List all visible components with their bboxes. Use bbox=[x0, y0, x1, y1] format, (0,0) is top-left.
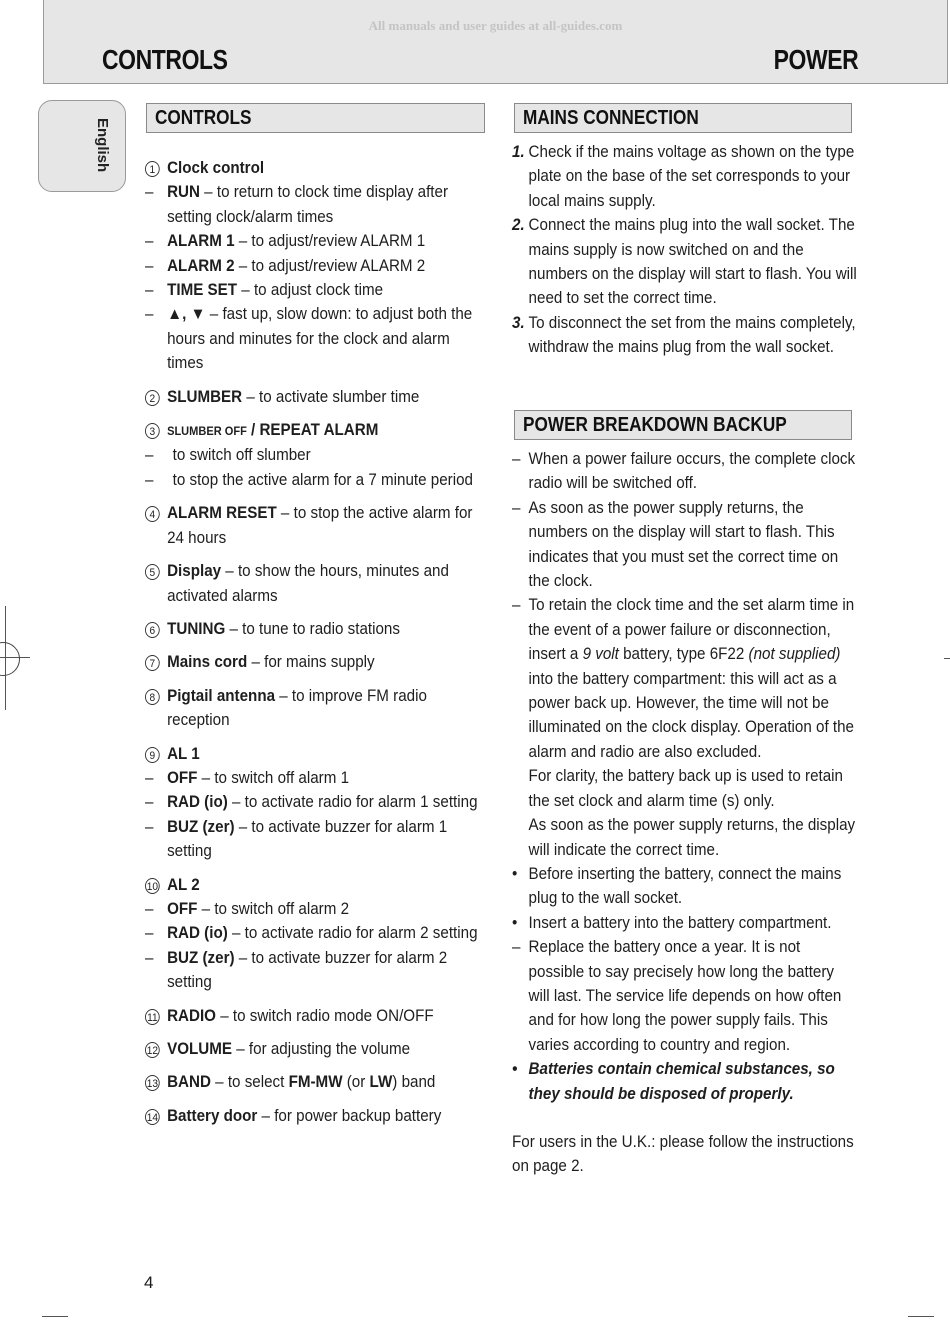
sub-item: – TIME SET – to adjust clock time bbox=[145, 281, 384, 300]
mains-step: 1. Check if the mains voltage as shown on the type plate on the base of the set corresponds to your local mains supply. bbox=[512, 143, 855, 210]
control-item-battery-door: 14 Battery door – for power backup battery bbox=[146, 1106, 442, 1125]
uk-note: For users in the U.K.: please follow the instructions on page 2. bbox=[512, 1132, 854, 1176]
control-item-band: 13 BAND – to select FM-MW (or LW) band bbox=[146, 1073, 436, 1092]
mains-heading: MAINS CONNECTION bbox=[514, 103, 852, 133]
battery-warning: • Batteries contain chemical substances, so they should be disposed of properly. bbox=[512, 1060, 835, 1103]
sub-item: – OFF – to switch off alarm 1 bbox=[145, 768, 350, 787]
control-item-slumber: 2 SLUMBER – to activate slumber time bbox=[145, 385, 485, 409]
backup-paragraph: – To retain the clock time and the set alarm time in the event of a power failure or disconnection, insert a 9 volt battery, type 6F22 (not supplied) into the battery compartment: this will act as a power back up. However, the time will not be illuminated on the clock display. Operation of the alarm and radio are also excluded. For clarity, the battery back up is used to retain the set clock and alarm time (s) only. As soon as the power supply returns, the display will indicate the correct time. bbox=[512, 596, 856, 859]
sub-item: – BUZ (zer) – to activate buzzer for alarm 2 setting bbox=[145, 948, 448, 992]
backup-bullet: • Insert a battery into the battery compartment. bbox=[512, 913, 832, 932]
sub-item: – ALARM 2 – to adjust/review ALARM 2 bbox=[145, 256, 426, 275]
language-tab bbox=[38, 100, 126, 192]
crop-mark bbox=[944, 658, 950, 659]
backup-paragraph: – As soon as the power supply returns, the numbers on the display will start to flash. This indicates that you must set the correct time on the clock. bbox=[512, 498, 839, 591]
controls-list bbox=[145, 156, 485, 1128]
backup-text bbox=[512, 447, 857, 1179]
sub-item: – RUN – to return to clock time display after setting clock/alarm times bbox=[145, 183, 449, 226]
mains-step: 2. Connect the mains plug into the wall socket. The mains supply is now switched on and the numbers on the display will start to flash. You will need to set the correct time. bbox=[512, 216, 857, 308]
sub-item: – to switch off slumber bbox=[145, 446, 311, 465]
sub-item: – RAD (io) – to activate radio for alarm 2 setting bbox=[145, 924, 478, 943]
control-item-mains-cord: 7 Mains cord – for mains supply bbox=[145, 650, 485, 674]
sub-item: – OFF – to switch off alarm 2 bbox=[145, 899, 350, 918]
arrow-up-down-icon: ▲, ▼ bbox=[167, 305, 206, 324]
page-number: 4 bbox=[144, 1273, 154, 1292]
sub-item: – ALARM 1 – to adjust/review ALARM 1 bbox=[145, 232, 426, 251]
control-item-tuning: 6 TUNING – to tune to radio stations bbox=[145, 617, 485, 641]
header-title-right: POWER bbox=[773, 44, 858, 75]
crop-mark bbox=[42, 1316, 68, 1317]
item-number: 1 bbox=[145, 161, 160, 177]
control-item-alarm-reset: 4 ALARM RESET – to stop the active alarm for 24 hours bbox=[145, 501, 485, 550]
item-title: Clock control bbox=[167, 159, 265, 177]
control-item-antenna: 8 Pigtail antenna – to improve FM radio reception bbox=[145, 684, 485, 733]
header-title-left: CONTROLS bbox=[102, 44, 228, 75]
sub-item: – to stop the active alarm for a 7 minute period bbox=[145, 470, 473, 489]
control-item-radio: 11 RADIO – to switch radio mode ON/OFF bbox=[145, 1004, 485, 1028]
backup-heading: POWER BREAKDOWN BACKUP bbox=[514, 410, 852, 440]
mains-steps bbox=[512, 140, 857, 360]
backup-paragraph: – Replace the battery once a year. It is not possible to say precisely how long the battery will last. The service life depends on how often and for how long the power supply fails. This varies according to country and region. bbox=[512, 938, 842, 1054]
control-item-al2: 10 AL 2 bbox=[146, 875, 200, 894]
sub-item: – ▲, ▼ – fast up, slow down: to adjust both the hours and minutes for the clock and alarm times bbox=[145, 305, 473, 373]
backup-paragraph: – When a power failure occurs, the complete clock radio will be switched off. bbox=[512, 450, 856, 493]
mains-step: 3. To disconnect the set from the mains completely, withdraw the mains plug from the wall socket. bbox=[512, 313, 856, 357]
controls-heading: CONTROLS bbox=[146, 103, 485, 133]
watermark: All manuals and user guides at all-guides.com bbox=[368, 18, 623, 33]
control-item-al1: 9 AL 1 bbox=[145, 742, 485, 766]
control-item-slumber-off: 3 SLUMBER OFF / REPEAT ALARM bbox=[145, 418, 485, 443]
control-item-volume: 12 VOLUME – for adjusting the volume bbox=[146, 1040, 411, 1058]
language-tab-label: English bbox=[94, 118, 111, 173]
control-item-display: 5 Display – to show the hours, minutes and activated alarms bbox=[145, 559, 485, 608]
crop-mark bbox=[908, 1316, 934, 1317]
sub-item: – BUZ (zer) – to activate buzzer for alarm 1 setting bbox=[145, 817, 448, 861]
backup-bullet: • Before inserting the battery, connect the mains plug to the wall socket. bbox=[512, 864, 842, 908]
control-item-clock bbox=[145, 156, 485, 180]
sub-item: – RAD (io) – to activate radio for alarm 1 setting bbox=[145, 793, 478, 812]
registration-mark bbox=[0, 642, 20, 676]
